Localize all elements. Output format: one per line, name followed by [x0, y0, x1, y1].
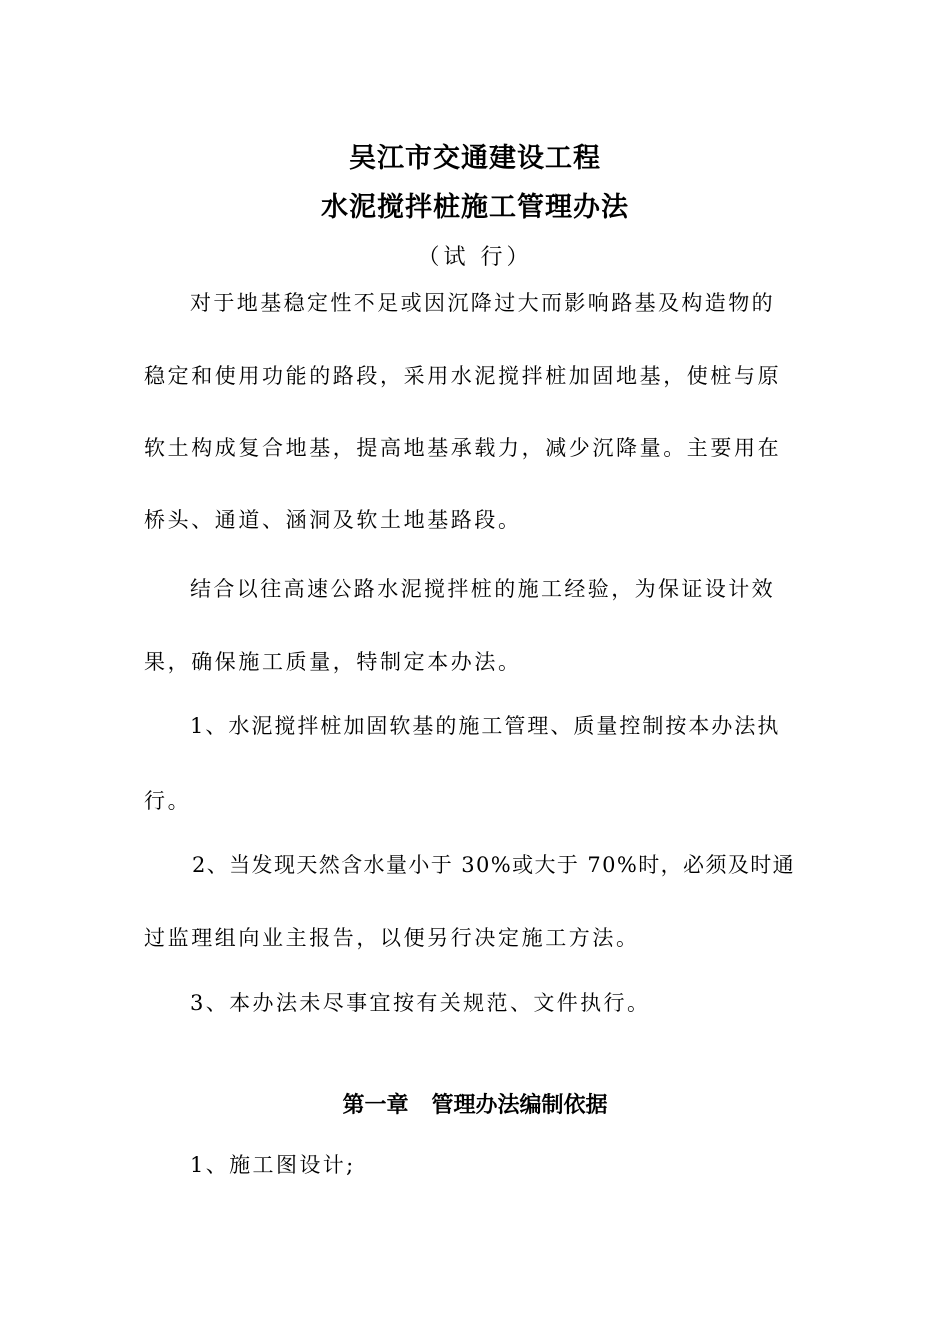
para1-line2: 稳定和使用功能的路段，采用水泥搅拌桩加固地基，使桩与原	[144, 364, 782, 388]
document-title: 吴江市交通建设工程	[349, 143, 601, 174]
para1-line1: 对于地基稳定性不足或因沉降过大而影响路基及构造物的	[190, 291, 775, 315]
para1-line4: 桥头、通道、涵洞及软土地基路段。	[144, 508, 522, 532]
item2-line2: 过监理组向业主报告，以便另行决定施工方法。	[144, 926, 640, 950]
document-subtitle: （试 行）	[417, 245, 533, 270]
para1-line3: 软土构成复合地基，提高地基承载力，减少沉降量。主要用在	[144, 436, 782, 460]
chapter1-item1: 1、施工图设计;	[190, 1153, 356, 1177]
chapter-heading: 第一章 管理办法编制依据	[342, 1093, 608, 1118]
item2-line1: 2、当发现天然含水量小于 30%或大于 70%时，必须及时通	[192, 853, 796, 877]
para2-line2: 果，确保施工质量，特制定本办法。	[144, 650, 522, 674]
document-title-line2: 水泥搅拌桩施工管理办法	[321, 192, 629, 223]
para2-line1: 结合以往高速公路水泥搅拌桩的施工经验，为保证设计效	[190, 577, 775, 601]
item1-line1: 1、水泥搅拌桩加固软基的施工管理、质量控制按本办法执	[190, 714, 781, 738]
item3-line1: 3、本办法未尽事宜按有关规范、文件执行。	[190, 991, 651, 1015]
item1-line2: 行。	[144, 789, 192, 813]
